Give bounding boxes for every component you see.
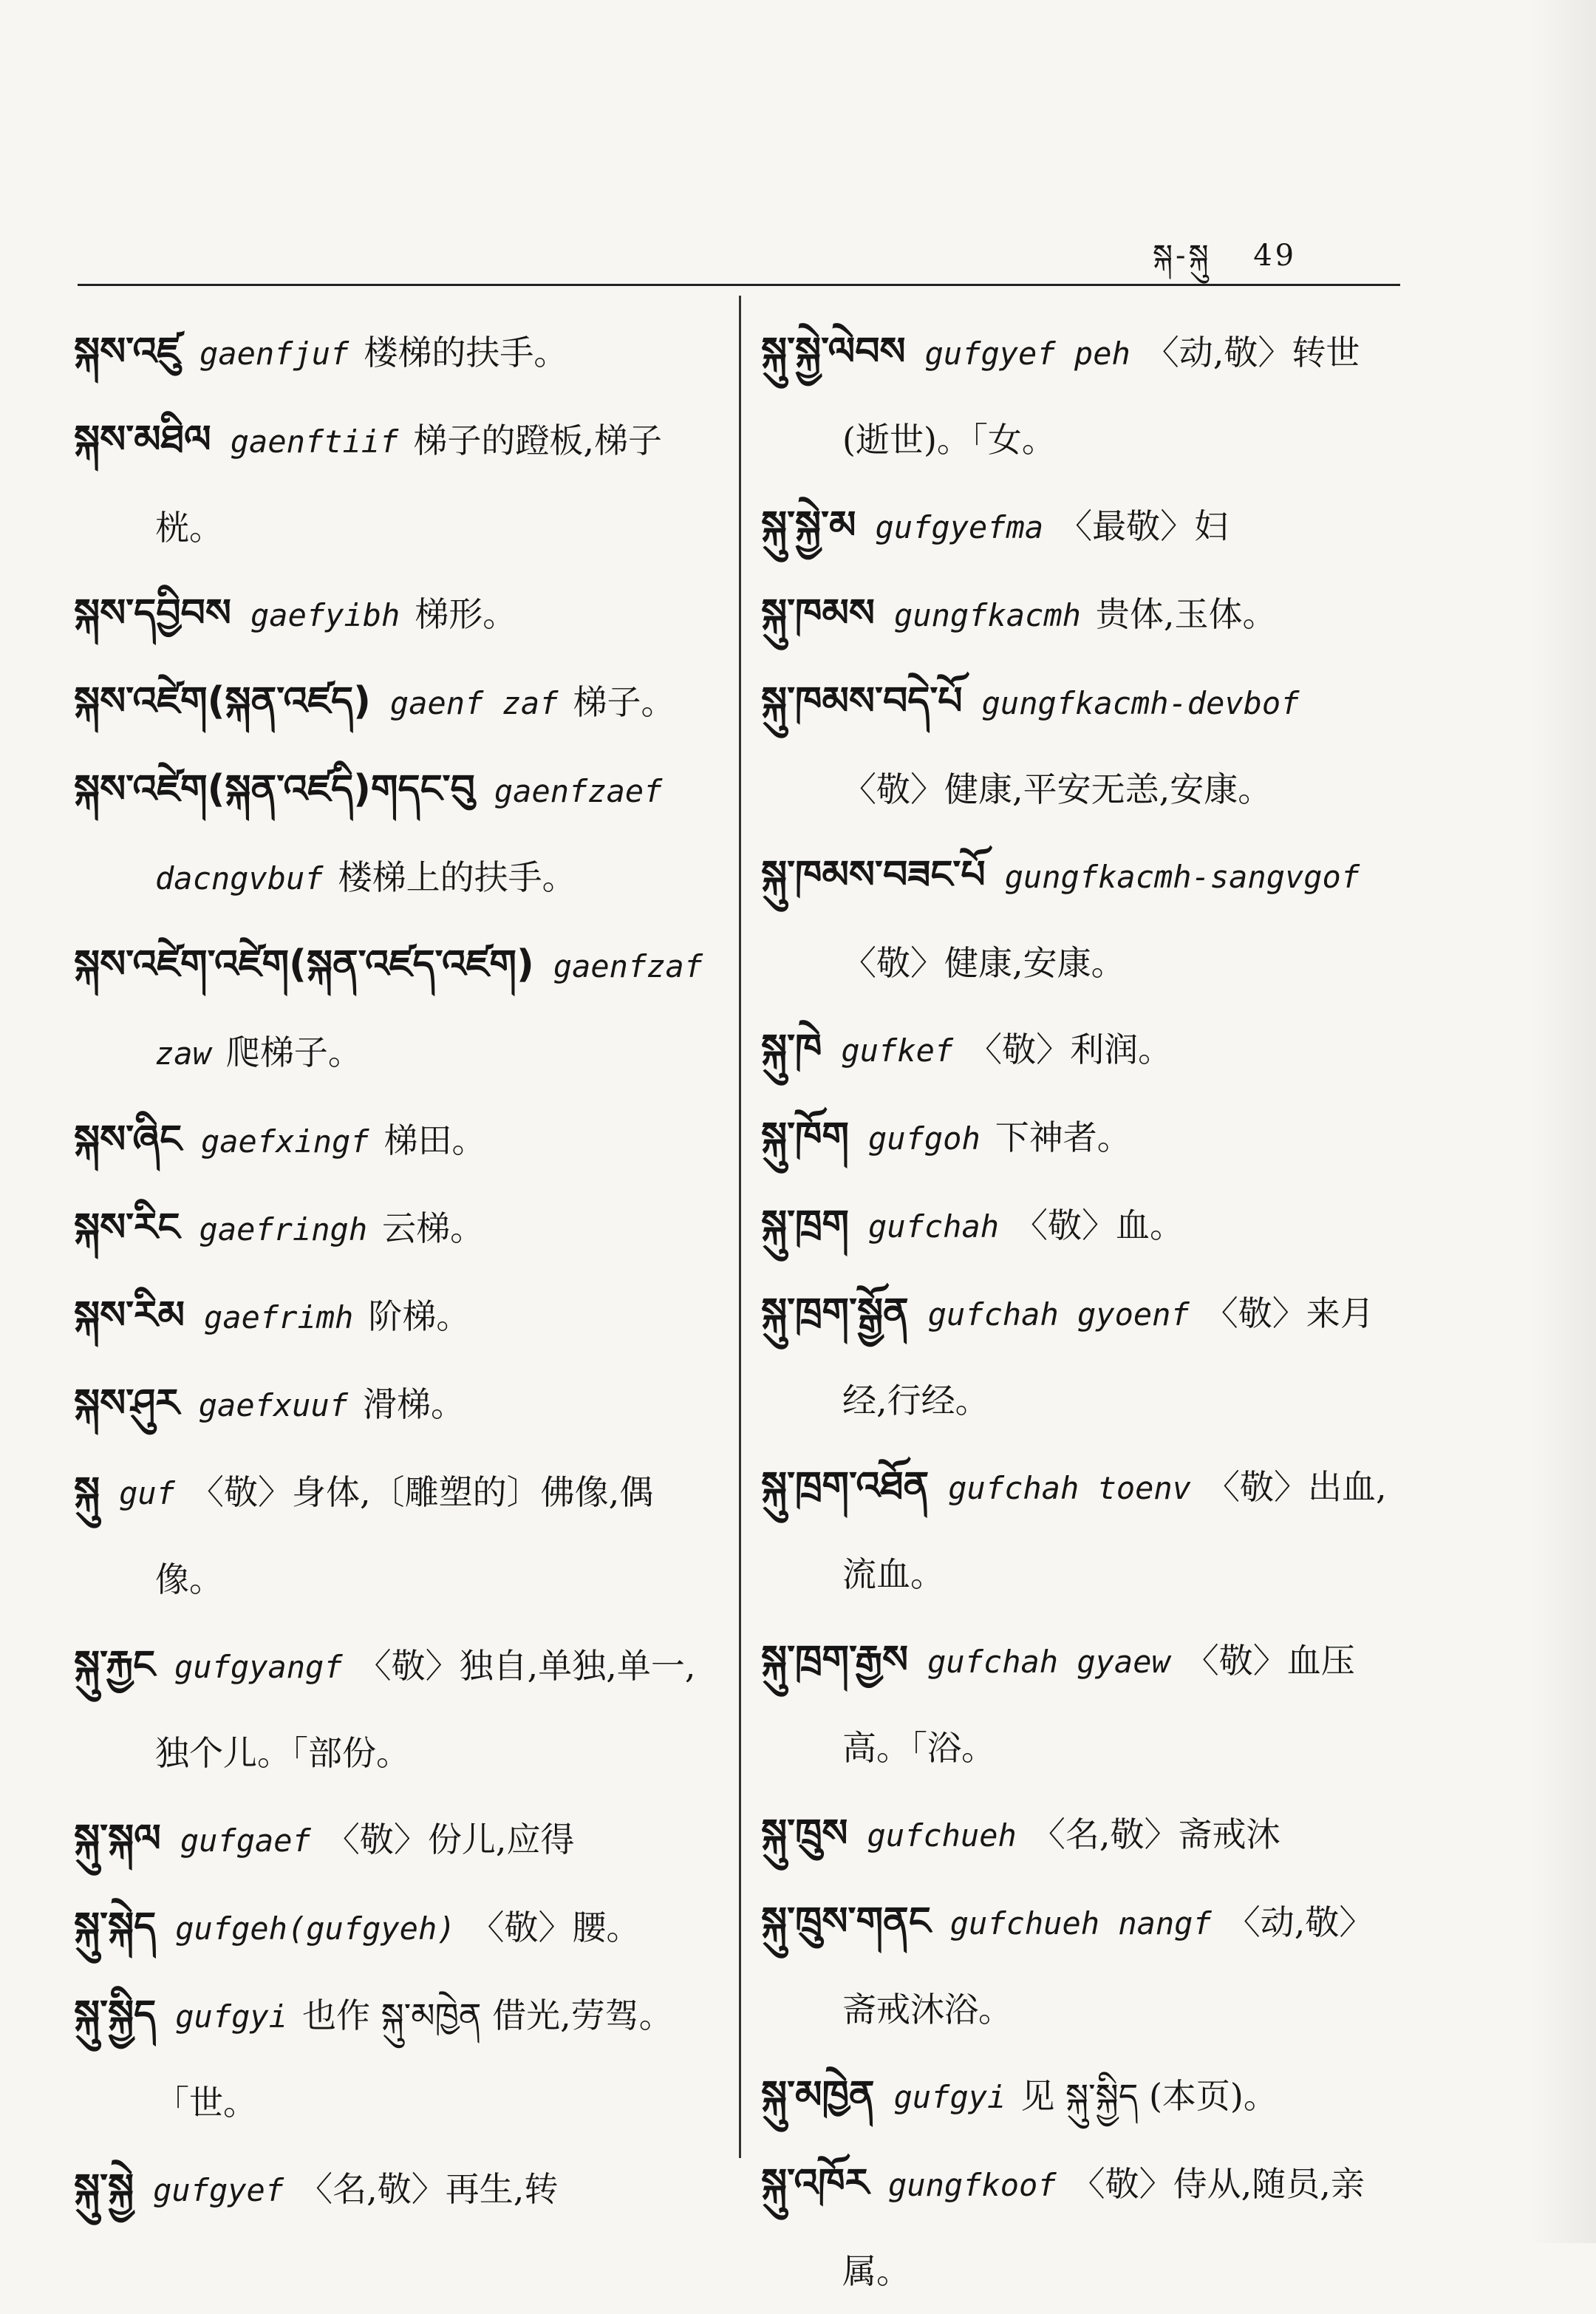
dictionary-entry xyxy=(761,2052,1396,2140)
tibetan-headword: སྐུ་མཁྱེན xyxy=(761,2073,875,2117)
romanization: gaefxingf xyxy=(200,1123,369,1160)
chinese-gloss: 〈动,敬〉斋戒沐浴。 xyxy=(842,1902,1374,2029)
tibetan-headword: སྐུ་འཁོར xyxy=(761,2161,870,2205)
dictionary-entry xyxy=(74,1884,709,1972)
tibetan-headword: སྐས་འཛུ xyxy=(74,330,181,374)
chinese-gloss: 梯子。 xyxy=(573,682,675,722)
tibetan-headword: སྐུ་སྐྱིད xyxy=(74,1993,157,2037)
tibetan-headword: སྐས་འཛེག(སྐན་འཛདི)གདང་བུ xyxy=(74,767,475,811)
tibetan-headword: སྐུ་སྐེད xyxy=(74,1905,157,1949)
tibetan-headword: སྐུ་ཁྲག་འཐོན xyxy=(761,1464,930,1508)
romanization: gaenftiif xyxy=(230,423,399,460)
chinese-gloss: 〈敬〉出血,流血。 xyxy=(842,1467,1387,1594)
romanization: gufgyef peh xyxy=(924,336,1130,372)
tibetan-headword: སྐུ་ཁྲག་སྒྱོན xyxy=(761,1290,909,1335)
right-column xyxy=(761,309,1396,2314)
dictionary-entry xyxy=(761,1879,1396,2052)
romanization: gufchah gyaew xyxy=(927,1644,1170,1680)
tibetan-headword: སྐུ་ཁེ xyxy=(761,1027,822,1071)
tibetan-headword: སྐས་རིང xyxy=(74,1205,180,1250)
left-column xyxy=(74,309,709,2233)
chinese-gloss: 见 སྐུ་སྐྱིད (本页)。 xyxy=(1020,2076,1278,2116)
tibetan-headword: སྐས་ཤུར xyxy=(74,1381,180,1426)
chinese-gloss: 也作 སྐུ་མཁྱེན 借光,劳驾。「世。 xyxy=(155,1995,673,2123)
chinese-gloss: 〈敬〉份儿,应得 xyxy=(325,1820,575,1859)
chinese-gloss: 下神者。 xyxy=(995,1117,1131,1157)
tibetan-headword: སྐུ་ཁམས་བཟང་པོ xyxy=(761,853,986,897)
tibetan-headword: སྐུ་སྐྱེ་ལེབས xyxy=(761,330,906,374)
tibetan-headword: སྐུ་ཁྲུས་གནང xyxy=(761,1899,931,1944)
tibetan-headword: སྐས་དབྱིབས xyxy=(74,591,231,636)
tibetan-headword: སྐུ་རྐྱང xyxy=(74,1643,156,1687)
chinese-gloss: 〈敬〉血。 xyxy=(1014,1205,1184,1245)
dictionary-entry xyxy=(761,1443,1396,1617)
romanization: gaenfjuf xyxy=(200,336,349,372)
chinese-gloss: 梯形。 xyxy=(415,594,517,634)
tibetan-headword: སྐུ་ཁྲག་རྒྱས xyxy=(761,1638,909,1682)
romanization: gufchueh nangf xyxy=(949,1905,1212,1942)
dictionary-entry xyxy=(74,1097,709,1185)
dictionary-entry xyxy=(761,1791,1396,1879)
tibetan-headword: སྐུ་ཁམས་བདེ་པོ xyxy=(761,679,963,724)
dictionary-entry xyxy=(74,1449,709,1622)
dictionary-entry xyxy=(74,309,709,397)
dictionary-entry xyxy=(761,832,1396,1006)
tibetan-headword: སྐུ xyxy=(74,1469,100,1514)
chinese-gloss: 〈最敬〉妇 xyxy=(1058,506,1229,546)
tibetan-headword: སྐས་འཛེག(སྐན་འཛད) xyxy=(74,679,371,724)
chinese-gloss: 滑梯。 xyxy=(363,1384,466,1424)
dictionary-entry xyxy=(74,1796,709,1884)
chinese-gloss: 〈敬〉利润。 xyxy=(968,1030,1173,1069)
romanization: gaefyibh xyxy=(250,597,400,633)
romanization: gufgoh xyxy=(868,1120,981,1157)
chinese-gloss: 阶梯。 xyxy=(368,1296,471,1336)
dictionary-entry xyxy=(761,659,1396,832)
chinese-gloss: 〈敬〉独自,单独,单一,独个儿。「部份。 xyxy=(155,1646,696,1773)
romanization: gufgyef xyxy=(153,2172,284,2208)
tibetan-headword: སྐུ་ཁོག xyxy=(761,1115,850,1159)
dictionary-entry xyxy=(74,1361,709,1449)
romanization: gungfkacmh-devbof xyxy=(981,685,1300,721)
dictionary-entry xyxy=(74,1185,709,1273)
chinese-gloss: 楼梯上的扶手。 xyxy=(338,857,576,897)
chinese-gloss: 梯子的蹬板,梯子桄。 xyxy=(155,421,662,548)
romanization: gufchah xyxy=(868,1208,1000,1245)
dictionary-entry xyxy=(74,1972,709,2145)
chinese-gloss: 〈敬〉健康,平安无恙,安康。 xyxy=(842,769,1272,809)
romanization: gaenfzaf zaw xyxy=(155,948,703,1072)
chinese-gloss: 〈敬〉身体,〔雕塑的〕佛像,偶像。 xyxy=(155,1472,654,1599)
page-number: 49 xyxy=(1253,239,1297,273)
romanization: gufchah toenv xyxy=(948,1470,1191,1506)
dictionary-entry xyxy=(74,397,709,571)
chinese-gloss: 爬梯子。 xyxy=(225,1032,362,1072)
dictionary-entry xyxy=(761,483,1396,571)
dictionary-entry xyxy=(761,1006,1396,1094)
running-head xyxy=(1153,222,1297,305)
romanization: gufchah gyoenf xyxy=(927,1296,1190,1333)
chinese-gloss: 〈名,敬〉再生,转 xyxy=(299,2169,559,2209)
romanization: gaefringh xyxy=(199,1211,368,1248)
romanization: gungfkacmh xyxy=(894,597,1081,633)
tibetan-headword: སྐས་མཐིལ xyxy=(74,418,211,462)
tibetan-headword: སྐུ་ཁྲུས xyxy=(761,1811,848,1856)
tibetan-headword: སྐུ་ཁམས xyxy=(761,591,876,636)
running-head-text: སྐ-སྐུ xyxy=(1153,239,1212,273)
romanization: gaenfzaef dacngvbuf xyxy=(155,773,663,896)
romanization: gufchueh xyxy=(867,1817,1017,1854)
dictionary-entry xyxy=(761,309,1396,483)
romanization: gaefxuuf xyxy=(198,1387,349,1423)
tibetan-headword: སྐུ་སྐལ xyxy=(74,1817,161,1861)
dictionary-entry xyxy=(761,1270,1396,1443)
tibetan-headword: སྐུ་ཁྲག xyxy=(761,1202,850,1247)
tibetan-headword: སྐས་འཛེག་འཛེག(སྐན་འཛད་འཛག) xyxy=(74,942,534,987)
tibetan-headword: སྐས་ཞིང xyxy=(74,1117,182,1162)
dictionary-entry xyxy=(74,1622,709,1796)
romanization: guf xyxy=(119,1475,175,1511)
dictionary-entry xyxy=(74,2145,709,2233)
chinese-gloss: 〈敬〉腰。 xyxy=(470,1908,641,1947)
romanization: gufgaef xyxy=(180,1823,311,1859)
dictionary-entry xyxy=(761,1182,1396,1270)
dictionary-entry xyxy=(74,746,709,922)
chinese-gloss: 〈敬〉来月经,行经。 xyxy=(842,1293,1374,1420)
romanization: gufkef xyxy=(841,1032,954,1069)
romanization: gufgyi xyxy=(175,1998,287,2035)
chinese-gloss: 梯田。 xyxy=(383,1120,486,1160)
dictionary-entry xyxy=(761,1094,1396,1182)
romanization: gungfkacmh-sangvgof xyxy=(1004,859,1360,895)
dictionary-entry xyxy=(74,571,709,659)
romanization: gungfkoof xyxy=(888,2167,1057,2203)
chinese-gloss: 贵体,玉体。 xyxy=(1095,594,1277,634)
dictionary-entry xyxy=(74,1273,709,1361)
chinese-gloss: 〈动,敬〉转世(逝世)。「女。 xyxy=(842,333,1360,460)
header-rule xyxy=(78,284,1400,286)
dictionary-entry xyxy=(761,1617,1396,1791)
romanization: gaefrimh xyxy=(204,1299,354,1335)
dictionary-entry xyxy=(74,922,709,1097)
romanization: gufgyangf xyxy=(174,1649,343,1685)
romanization: gufgeh(gufgyeh) xyxy=(175,1910,456,1947)
dictionary-entry xyxy=(761,571,1396,659)
chinese-gloss: 〈名,敬〉斋戒沐 xyxy=(1031,1814,1280,1854)
romanization: gaenf zaf xyxy=(389,685,559,721)
dictionary-entry xyxy=(74,659,709,746)
column-divider xyxy=(739,296,741,2158)
chinese-gloss: 〈敬〉血压高。「浴。 xyxy=(842,1641,1355,1768)
tibetan-headword: སྐས་རིམ xyxy=(74,1293,185,1338)
tibetan-headword: སྐུ་སྐྱེ་མ xyxy=(761,503,856,548)
dictionary-entry xyxy=(761,2140,1396,2314)
romanization: gufgyi xyxy=(893,2079,1006,2115)
chinese-gloss: 〈敬〉侍从,随员,亲属。 xyxy=(842,2164,1365,2291)
chinese-gloss: 云梯。 xyxy=(382,1208,485,1248)
tibetan-headword: སྐུ་སྐྱེ xyxy=(74,2166,134,2211)
scan-edge-shadow xyxy=(1530,0,1596,2243)
chinese-gloss: 〈敬〉健康,安康。 xyxy=(842,943,1125,983)
romanization: gufgyefma xyxy=(875,509,1044,545)
chinese-gloss: 楼梯的扶手。 xyxy=(364,333,568,372)
